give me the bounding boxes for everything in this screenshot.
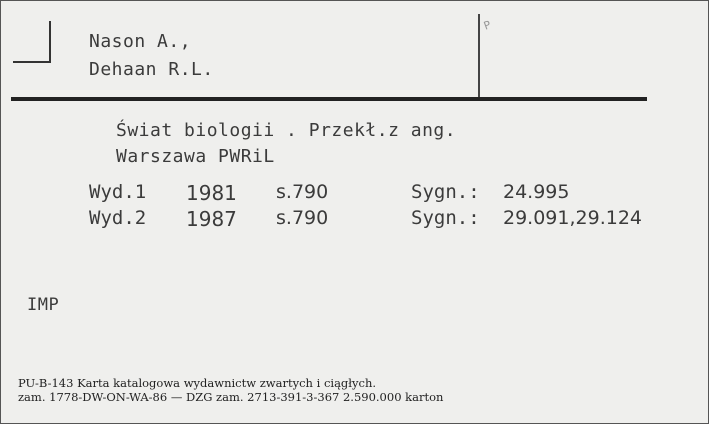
edition-label: Wyd.2 xyxy=(89,207,147,229)
edition-pages: s.790 xyxy=(276,207,329,229)
book-title: Świat biologii . Przekł.z ang. xyxy=(116,120,457,141)
edition-year: 1987 xyxy=(186,207,237,231)
footer-line-2: zam. 1778-DW-ON-WA-86 — DZG zam. 2713-391-3-367 2.590.000 karton xyxy=(18,390,444,404)
edition-row xyxy=(1,181,701,207)
publisher: Warszawa PWRiL xyxy=(116,146,275,167)
signature-label: Sygn.: xyxy=(411,181,480,203)
header-divider xyxy=(478,14,480,97)
author-2: Dehaan R.L. xyxy=(89,59,214,80)
signature-value: 24.995 xyxy=(503,181,570,203)
author-1: Nason A., xyxy=(89,31,192,52)
signature-value: 29.091,29.124 xyxy=(503,207,643,229)
footer-line-1: PU-B-143 Karta katalogowa wydawnictw zwartych i ciągłych. xyxy=(18,376,377,390)
note-imp: IMP xyxy=(27,295,60,315)
signature-label: Sygn.: xyxy=(411,207,480,229)
edition-pages: s.790 xyxy=(276,181,329,203)
corner-mark-horizontal xyxy=(13,61,51,63)
edition-year: 1981 xyxy=(186,181,237,205)
edition-label: Wyd.1 xyxy=(89,181,147,203)
edition-row xyxy=(1,207,701,233)
corner-mark-vertical xyxy=(49,21,51,62)
corner-pencil-mark: P xyxy=(481,18,493,33)
heading-rule xyxy=(11,97,647,101)
